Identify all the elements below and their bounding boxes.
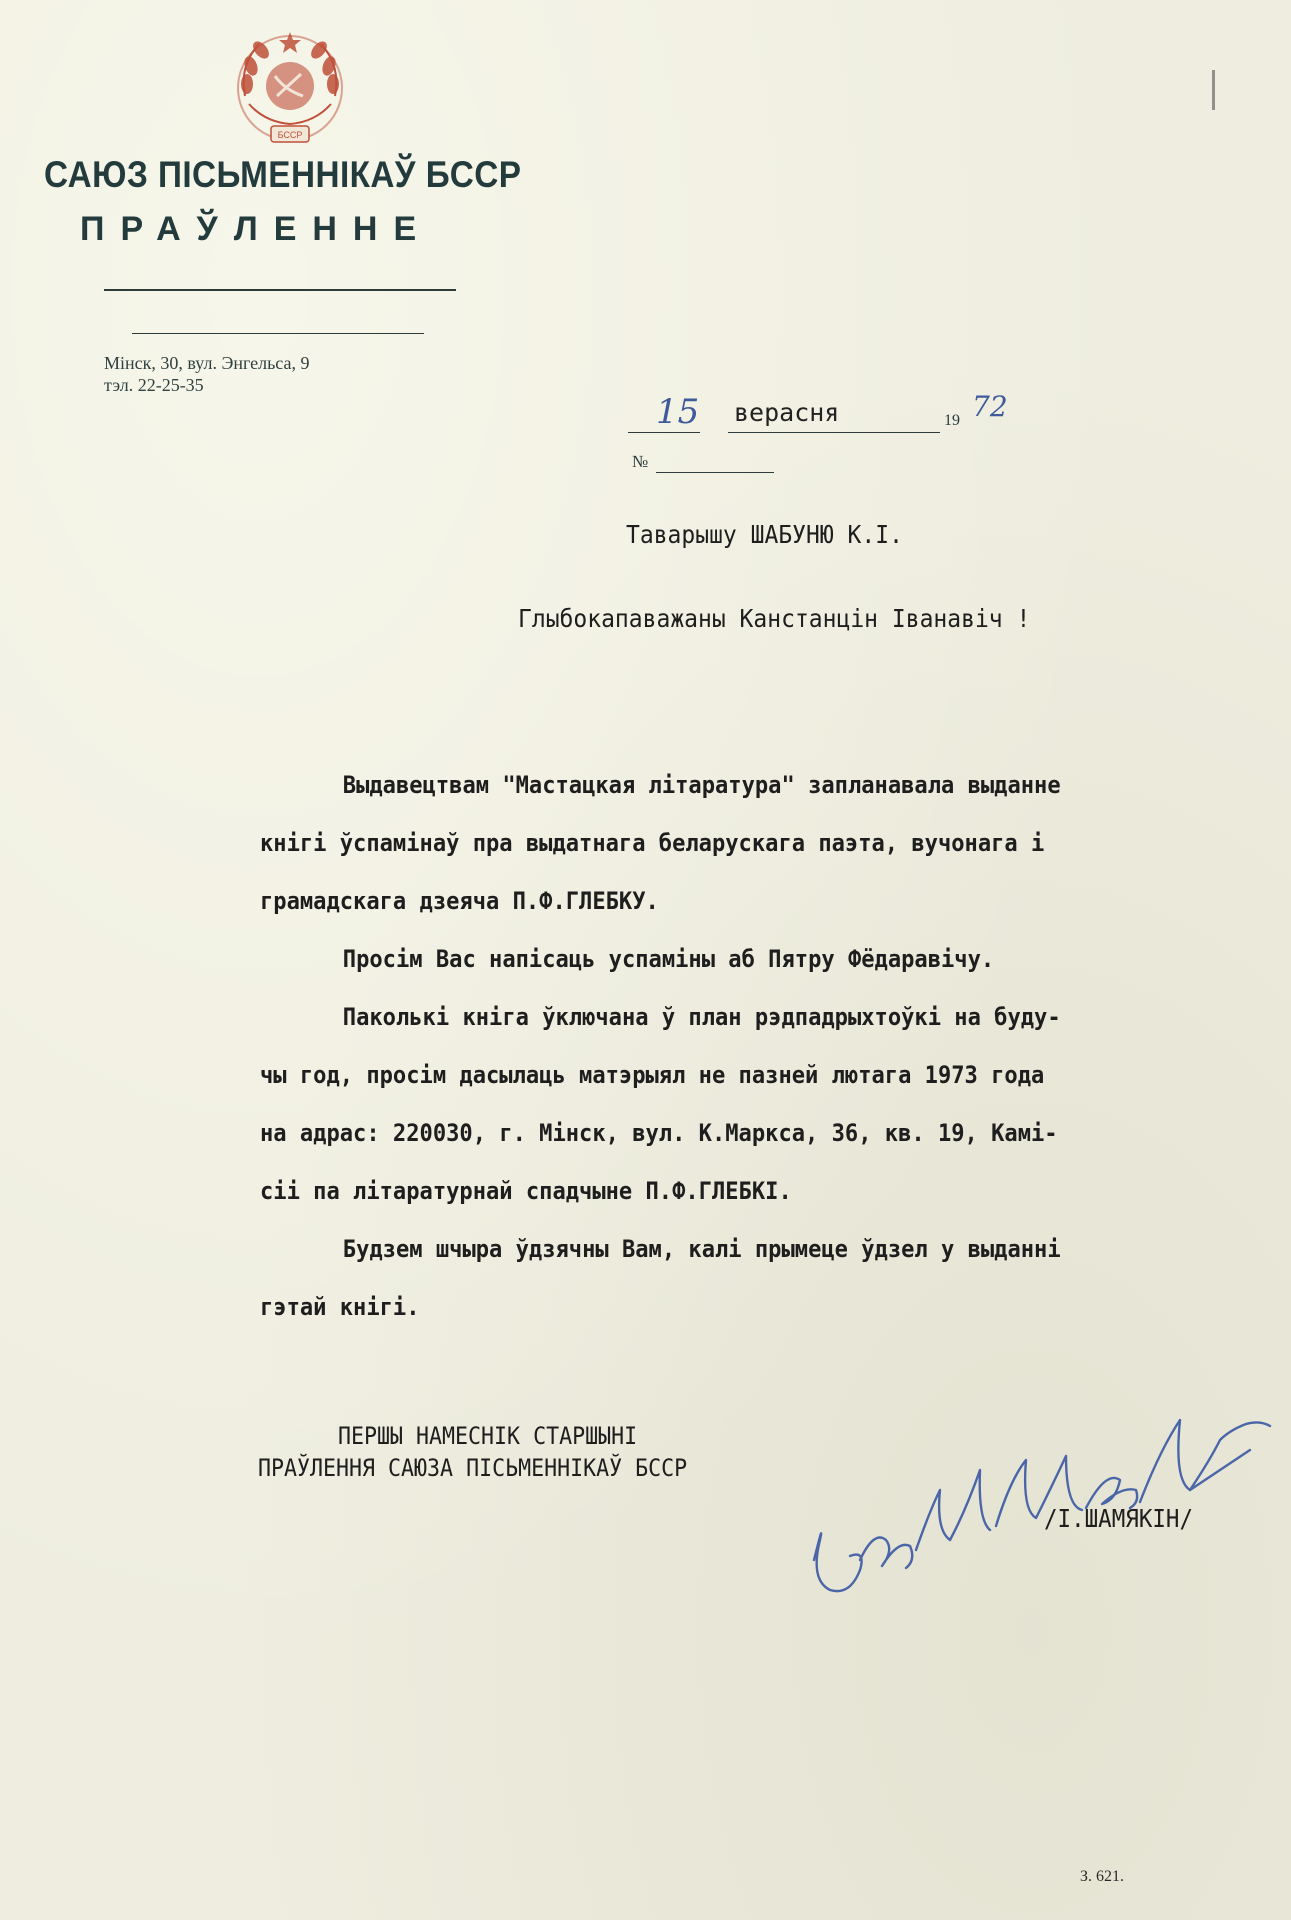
addressee: Таварышу ШАБУНЮ К.І. xyxy=(626,520,903,549)
body-line: гэтай кнігі. xyxy=(260,1293,420,1321)
body-line: сіі па літаратурнай спадчыне П.Ф.ГЛЕБКІ. xyxy=(260,1177,792,1205)
letter-body xyxy=(260,756,1255,1336)
body-line: Паколькі кніга ўключана ў план рэдпадрыхтоўкі на буду- xyxy=(342,1003,1061,1031)
body-line: на адрас: 220030, г. Мінск, вул. К.Маркса, 36, кв. 19, Камі- xyxy=(260,1119,1058,1147)
organization-address xyxy=(104,352,310,396)
body-line: чы год, просім дасылаць матэрыял не пазней лютага 1973 года xyxy=(260,1061,1045,1089)
date-year-handwritten: 72 xyxy=(972,390,1008,423)
letterhead-rule-bottom xyxy=(132,333,424,334)
bssr-coat-of-arms-icon xyxy=(225,26,355,156)
date-day-handwritten: 15 xyxy=(656,392,700,432)
body-line: кнігі ўспамінаў пра выдатнага беларускага паэта, вучонага і xyxy=(260,829,1045,857)
body-line: Просім Вас напісаць успаміны аб Пятру Фёдаравічу. xyxy=(342,945,995,973)
address-phone: тэл. 22-25-35 xyxy=(104,375,204,395)
date-day-underline xyxy=(628,432,700,433)
margin-pencil-mark xyxy=(1212,70,1215,110)
body-line: грамадскага дзеяча П.Ф.ГЛЕБКУ. xyxy=(260,887,659,915)
date-month: верасня xyxy=(734,398,840,427)
document-code: З. 621. xyxy=(1080,1868,1125,1885)
date-year-printed: 19 xyxy=(944,412,960,429)
signatory-title-line-1: ПЕРШЫ НАМЕСНІК СТАРШЫНІ xyxy=(338,1422,638,1450)
handwritten-signature xyxy=(790,1390,1290,1610)
date-month-underline xyxy=(728,432,940,433)
reference-number-label: № xyxy=(632,452,649,471)
signatory-name: /І.ШАМЯКІН/ xyxy=(1044,1504,1194,1533)
letterhead-rule-top xyxy=(104,289,456,291)
organization-name: САЮЗ ПІСЬМЕННІКАЎ БССР xyxy=(44,154,522,195)
body-line: Будзем шчыра ўдзячны Вам, калі прымеце ўдзел у выданні xyxy=(342,1235,1061,1263)
svg-text:БССР: БССР xyxy=(277,130,303,140)
address-street: Мінск, 30, вул. Энгельса, 9 xyxy=(104,353,310,373)
reference-number-underline xyxy=(656,472,774,473)
body-line: Выдавецтвам "Мастацкая літаратура" запланавала выданне xyxy=(342,771,1061,799)
letter-date xyxy=(628,390,1008,436)
board-name: ПРАЎЛЕННЕ xyxy=(80,210,433,248)
salutation: Глыбокапаважаны Канстанцін Іванавіч ! xyxy=(518,604,1031,633)
signatory-title-line-2: ПРАЎЛЕННЯ САЮЗА ПІСЬМЕННІКАЎ БССР xyxy=(258,1454,688,1482)
